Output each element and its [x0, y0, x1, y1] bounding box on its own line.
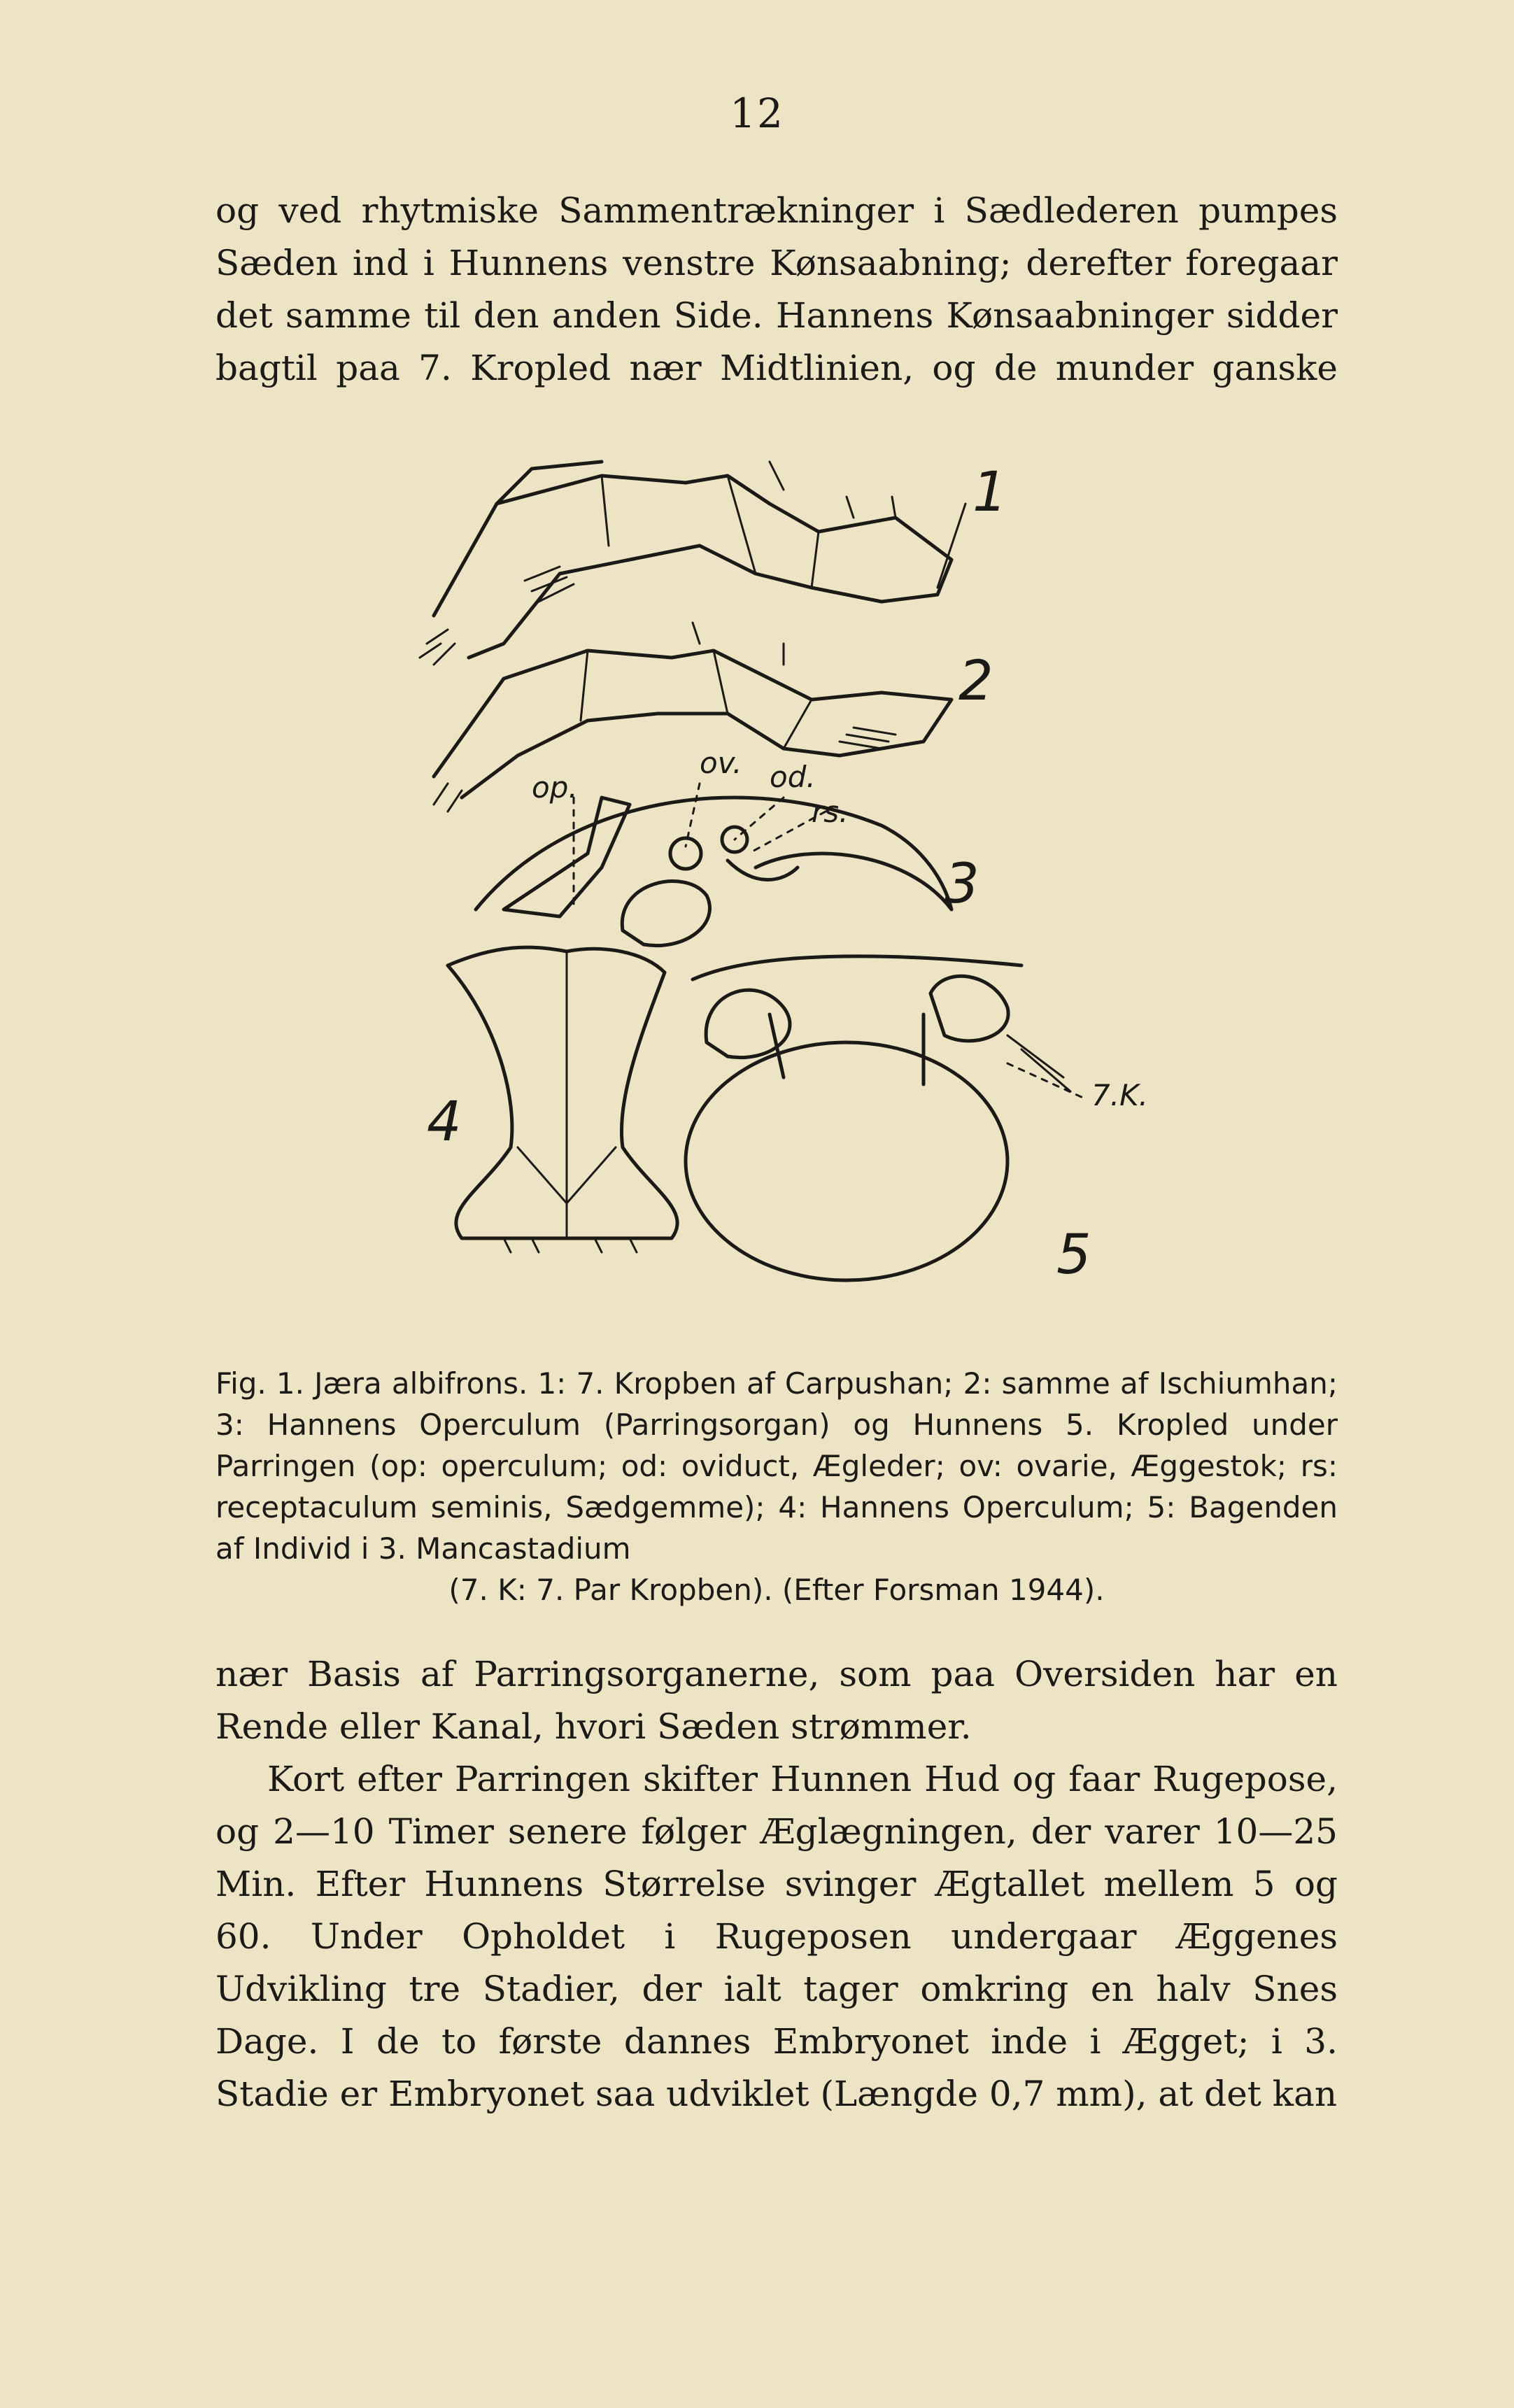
text-line: og ved rhytmiske Sammentrækninger i Sædlederen pumpes — [215, 190, 1338, 231]
text-line: det samme til den anden Side. Hannens Kønsaabninger sidder — [215, 295, 1338, 336]
figure-caption — [215, 1363, 1338, 1610]
caption-last-line: (7. K: 7. Par Kropben). (Efter Forsman 1944). — [448, 1573, 1105, 1607]
label-2: 2 — [958, 650, 993, 713]
label-5: 5 — [1056, 1224, 1091, 1287]
figure-jaera-albifrons — [392, 434, 1175, 1329]
drawing-5-hind-end — [686, 956, 1084, 1280]
text-line: Sæden ind i Hunnens venstre Kønsaabning; derefter foregaar — [215, 243, 1338, 283]
label-od: od. — [770, 760, 816, 794]
label-4: 4 — [427, 1091, 462, 1154]
label-3: 3 — [945, 853, 979, 916]
label-ov: ov. — [700, 746, 742, 780]
figure-drawing — [392, 434, 1175, 1329]
text-paragraphs-bottom — [215, 1648, 1338, 2120]
label-rs: rs. — [812, 795, 849, 829]
text-paragraph: Kort efter Parringen skifter Hunnen Hud og faar Rugepose, og 2—10 Timer senere følger Æglægningen, der varer 10—25 Min. Efter Hunnens Størrelse svinger Ægtallet mellem 5 og 60. Under Opholdet i Rugeposen undergaar Æggenes Udvikling tre Stadier, der ialt tager omkring en halv Snes Dage. I de to første dannes Embryonet inde i Ægget; i 3. Stadie er Embryonet saa udviklet (Længde 0,7 mm), at det kan — [215, 1759, 1338, 2114]
label-op: op. — [532, 770, 578, 805]
text-paragraph: nær Basis af Parringsorganerne, som paa Oversiden har en Rende eller Kanal, hvori Sæden strømmer. — [215, 1654, 1338, 1747]
drawing-2-leg — [434, 623, 951, 812]
drawing-1-leg — [420, 462, 965, 665]
text-line: bagtil paa 7. Kropled nær Midtlinien, og de munder ganske — [215, 348, 1338, 388]
caption-body: Fig. 1. Jæra albifrons. 1: 7. Kropben af Carpushan; 2: samme af Ischiumhan; 3: Hannens Operculum (Parringsorgan) og Hunnens 5. Kropled under Parringen (op: operculum; od: oviduct, Ægleder; ov: ovarie, Æggestok; rs: receptaculum seminis, Sædgemme); 4: Hannens Operculum; 5: Bagenden af Individ i 3. Mancastadium — [215, 1366, 1338, 1566]
drawing-3-operculum — [476, 784, 951, 946]
text-paragraph-top — [215, 185, 1338, 395]
label-1: 1 — [972, 461, 1007, 524]
label-7k: 7.K. — [1091, 1078, 1148, 1112]
drawing-4-operculum — [448, 947, 677, 1252]
page-number: 12 — [730, 90, 784, 137]
